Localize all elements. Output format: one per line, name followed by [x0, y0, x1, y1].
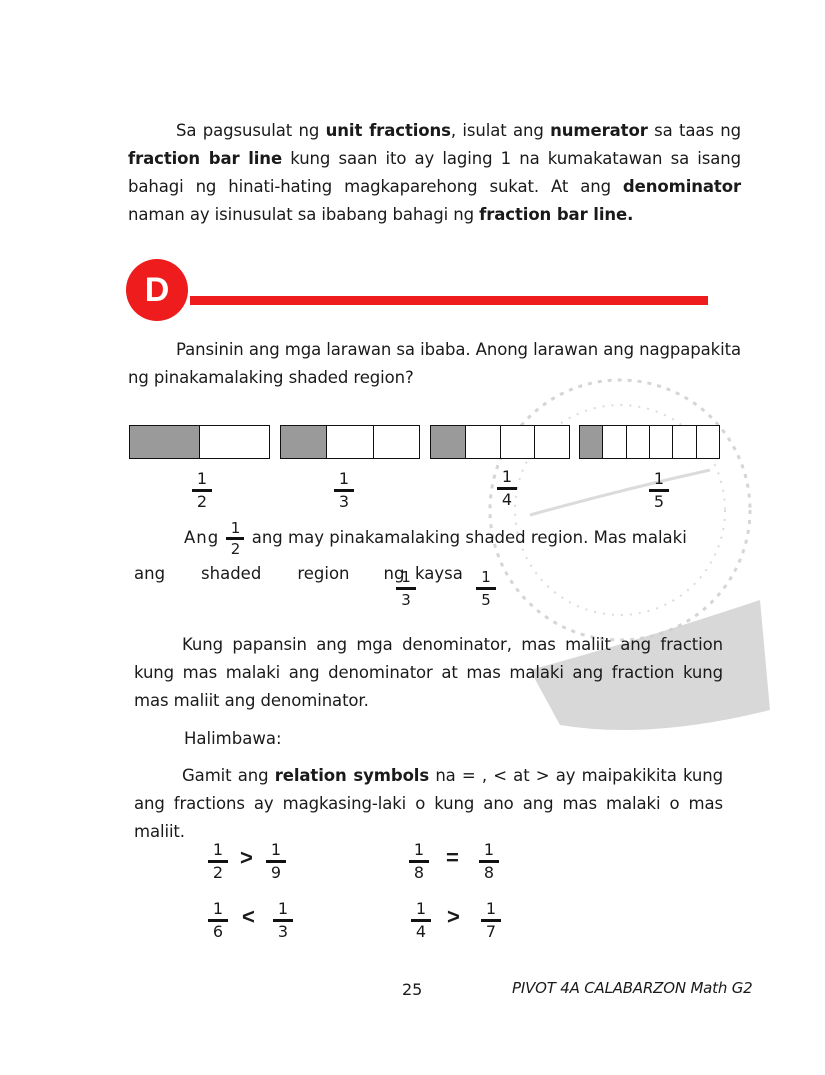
comparison-1-right: 1 9: [266, 841, 286, 882]
empty-cell: [534, 426, 569, 458]
fraction-bar-half: [129, 425, 270, 459]
comparison-3-right: 1 3: [273, 900, 293, 941]
kaysa-text: kaysa: [415, 564, 463, 583]
inline-fraction: $\frac{1}{2}$: [226, 520, 244, 557]
fraction-bar-third: [280, 425, 420, 459]
comparison-2-right: 1 8: [479, 841, 499, 882]
empty-cell: [199, 426, 269, 458]
empty-cell: [602, 426, 625, 458]
empty-cell: [373, 426, 419, 458]
answer-line-1: Ang $\frac{1}{2}$ ang may pinakamalaking shaded region. Mas malaki: [184, 519, 687, 558]
fraction-label-fifth: 1 5: [649, 470, 669, 511]
shaded-cell: [130, 426, 199, 458]
footer-title: PIVOT 4A CALABARZON Math G2: [512, 979, 753, 997]
section-divider-bar: [190, 296, 708, 305]
observation-paragraph: Kung papansin ang mga denominator, mas maliit ang fraction kung mas malaki ang denominator at mas malaki ang fraction kung mas maliit ang denominator.: [134, 635, 723, 710]
question-paragraph: Pansinin ang mga larawan sa ibaba. Anong larawan ang nagpapakita ng pinakamalaking shaded region?: [128, 340, 741, 387]
less-than-symbol: <: [242, 904, 255, 929]
empty-cell: [500, 426, 535, 458]
equals-symbol: =: [446, 845, 459, 870]
page-number: 25: [402, 980, 423, 999]
fraction-bar-fourth: [430, 425, 570, 459]
greater-than-symbol: >: [240, 845, 253, 870]
comparison-1-left: 1 2: [208, 841, 228, 882]
empty-cell: [649, 426, 672, 458]
fraction-label-fourth: 1 4: [497, 468, 517, 509]
fraction-bar-fifth: [579, 425, 720, 459]
example-label: Halimbawa:: [184, 729, 282, 748]
answer-line-2: ang shaded region ng: [134, 564, 405, 583]
inline-fraction-third: 1 3: [396, 568, 416, 609]
shaded-cell: [431, 426, 465, 458]
comparison-2-left: 1 8: [409, 841, 429, 882]
greater-than-symbol: >: [447, 904, 460, 929]
comparison-4-left: 1 4: [411, 900, 431, 941]
comparison-3-left: 1 6: [208, 900, 228, 941]
inline-fraction-fifth: 1 5: [476, 568, 496, 609]
comparison-4-right: 1 7: [481, 900, 501, 941]
shaded-cell: [281, 426, 326, 458]
shaded-cell: [580, 426, 602, 458]
relation-paragraph: Gamit ang relation symbols na = , < at > ay maipakikita kung ang fractions ay magkasing-laki o kung ano ang mas malaki o mas maliit.: [134, 766, 724, 841]
empty-cell: [672, 426, 695, 458]
section-letter-badge: D: [126, 259, 188, 321]
fraction-label-third: 1 3: [334, 470, 354, 511]
fraction-label-half: 1 2: [192, 470, 212, 511]
empty-cell: [326, 426, 372, 458]
empty-cell: [465, 426, 500, 458]
intro-paragraph: Sa pagsusulat ng unit fractions, isulat ang numerator sa taas ng fraction bar line kung saan ito ay laging 1 na kumakatawan sa isang bahagi ng hinati-hating magkaparehong sukat. At ang denominator naman ay isinusulat sa ibabang bahagi ng fraction bar line.: [128, 121, 742, 224]
empty-cell: [626, 426, 649, 458]
empty-cell: [696, 426, 719, 458]
